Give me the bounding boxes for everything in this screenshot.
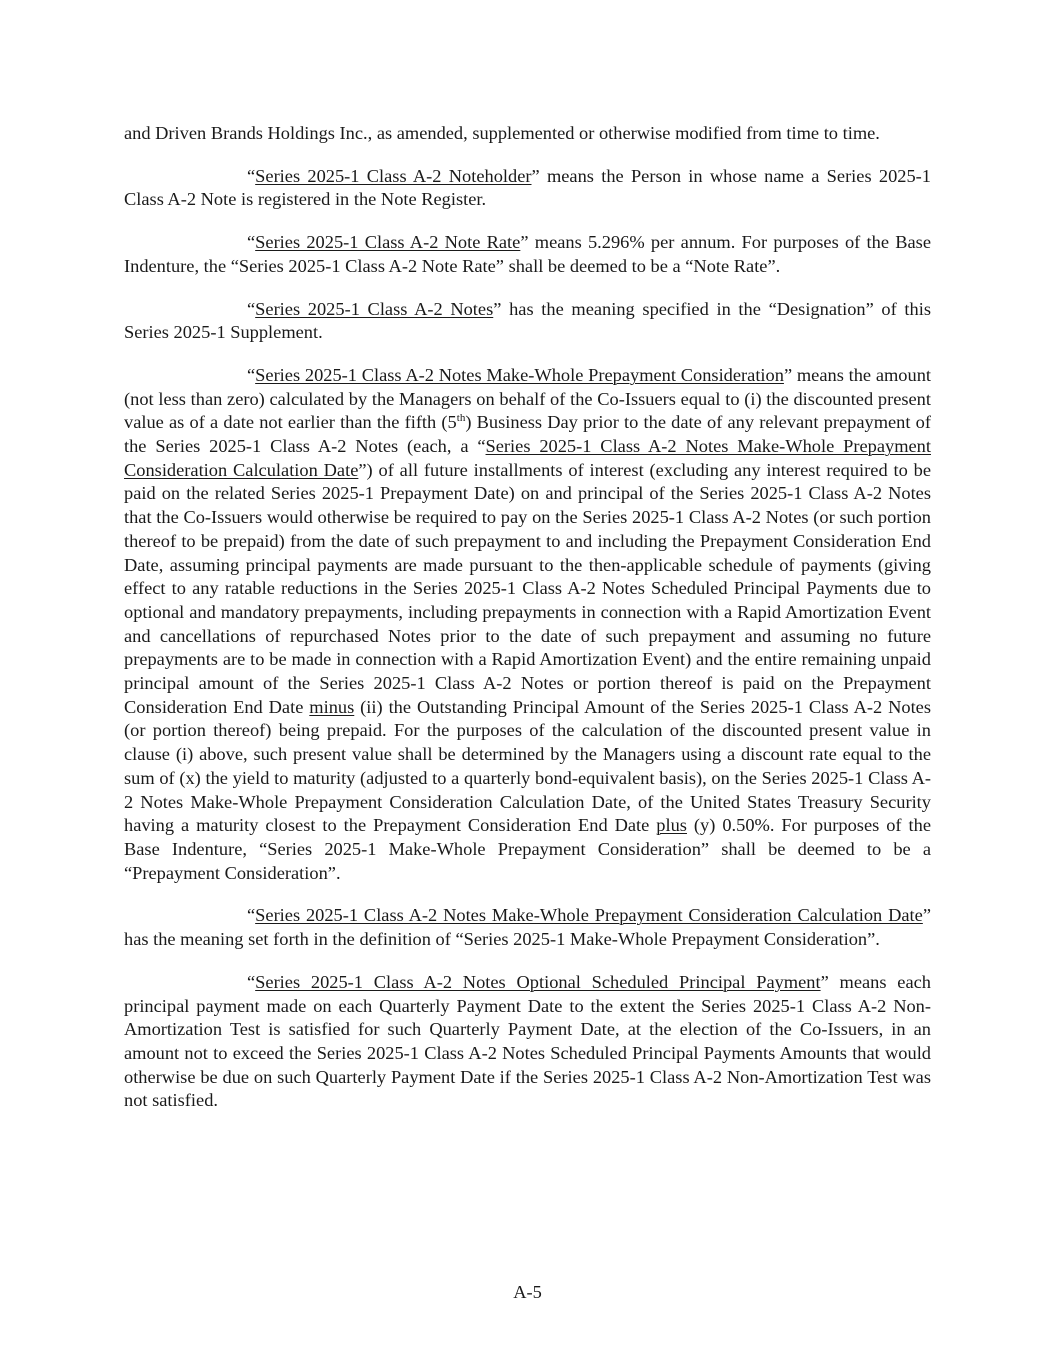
continuation-paragraph: and Driven Brands Holdings Inc., as amended, supplemented or otherwise modified from time to time. bbox=[124, 123, 880, 143]
definition-calculation-date: “Series 2025-1 Class A-2 Notes Make-Whole Prepayment Consideration Calculation Date” has the meaning set forth in the definition of “Series 2025-1 Make-Whole Prepayment Consideration”. bbox=[124, 905, 931, 950]
definition-body: ) Business Day prior to the date of any relevant prepayment of the Series 2025-1 Class A-2 Notes (each, a “ bbox=[124, 412, 931, 457]
definition-body: means the Person in whose name a Series 2025-1 Class A-2 Note is registered in the Note Register. bbox=[124, 165, 931, 210]
inner-defined-term: Series 2025-1 Class A-2 Notes Make-Whole Prepayment Consideration Calculation Date bbox=[124, 436, 931, 480]
definition-body: has the meaning set forth in the definition of “Series 2025-1 Make-Whole Prepayment Consideration”. bbox=[124, 929, 880, 950]
definition-noteholder: “Series 2025-1 Class A-2 Noteholder” means the Person in whose name a Series 2025-1 Class A-2 Note is registered in the Note Register. bbox=[124, 165, 931, 210]
definition-body: means each principal payment made on each Quarterly Payment Date to the extent the Series 2025-1 Class A-2 Non-Amortization Test is satisfied for such Quarterly Payment Date, at the election of the Co-Issuers, in an amount not to exceed the Series 2025-1 Class A-2 Notes Scheduled Principal Payments Amounts that would otherwise be due on such Quarterly Payment Date if the Series 2025-1 Class A-2 Non-Amortization Test was not satisfied. bbox=[124, 971, 931, 1111]
definition-body: ”) of all future installments of interest (excluding any interest required to be paid on the related Series 2025-1 Prepayment Date) on and principal of the Series 2025-1 Class A-2 Notes that the Co-Issuers would otherwise be required to pay on the Series 2025-1 Class A-2 Notes (or such portion thereof to be prepaid) from the date of such prepayment to and including the Prepayment Consideration End Date, assuming principal payments are made pursuant to the then-applicable schedule of payments (giving effect to any ratable reductions in the Series 2025-1 Class A-2 Notes Scheduled Principal Payments due to optional and mandatory prepayments, including prepayments in connection with a Rapid Amortization Event and cancellations of repurchased Notes prior to the date of such prepayment and assuming no future prepayments are to be made in connection with a Rapid Amortization Event) and the entire remaining unpaid principal amount of the Series 2025-1 Class A-2 Notes or portion thereof is paid on the Prepayment Consideration End Date bbox=[124, 459, 931, 717]
definition-optional-scheduled-payment: “Series 2025-1 Class A-2 Notes Optional Scheduled Principal Payment” means each principal payment made on each Quarterly Payment Date to the extent the Series 2025-1 Class A-2 Non-Amortization Test is satisfied for such Quarterly Payment Date, at the election of the Co-Issuers, in an amount not to exceed the Series 2025-1 Class A-2 Notes Scheduled Principal Payments Amounts that would otherwise be due on such Quarterly Payment Date if the Series 2025-1 Class A-2 Non-Amortization Test was not satisfied. bbox=[124, 971, 931, 1111]
definition-body: means 5.296% per annum. For purposes of the Base Indenture, the “Series 2025-1 Class A-2 Note Rate” shall be deemed to be a “Note Rate”. bbox=[124, 232, 931, 276]
ordinal-superscript: th bbox=[456, 412, 466, 425]
definition-make-whole-consideration: “Series 2025-1 Class A-2 Notes Make-Whole Prepayment Consideration” means the amount (not less than zero) calculated by the Managers on behalf of the Co-Issuers equal to (i) the discounted present value as of a date not earlier than the fifth (5th) Business Day prior to the date of any relevant prepayment of the Series 2025-1 Class A-2 Notes (each, a “Series 2025-1 Class A-2 Notes Make-Whole Prepayment Consideration Calculation Date”) of all future installments of interest (excluding any interest required to be paid on the related Series 2025-1 Prepayment Date) on and principal of the Series 2025-1 Class A-2 Notes that the Co-Issuers would otherwise be required to pay on the Series 2025-1 Class A-2 Notes (or such portion thereof to be prepaid) from the date of such prepayment to and including the Prepayment Consideration End Date, assuming principal payments are made pursuant to the then-applicable schedule of payments (giving effect to any ratable reductions in the Series 2025-1 Class A-2 Notes Scheduled Principal Payments due to optional and mandatory prepayments, including prepayments in connection with a Rapid Amortization Event and cancellations of repurchased Notes prior to the date of such prepayment and assuming no future prepayments are to be made in connection with a Rapid Amortization Event) and the entire remaining unpaid principal amount of the Series 2025-1 Class A-2 Notes or portion thereof is paid on the Prepayment Consideration End Date minus (ii) the Outstanding Principal Amount of the Series 2025-1 Class A-2 Notes (or portion thereof) being prepaid. For the purposes of the calculation of the discounted present value in clause (i) above, such present value shall be determined by the Managers using a discount rate equal to the sum of (x) the yield to maturity (adjusted to a quarterly bond-equivalent basis), on the Series 2025-1 Class A-2 Notes Make-Whole Prepayment Consideration Calculation Date, of the United States Treasury Security having a maturity closest to the Prepayment Consideration End Date plus (y) 0.50%. For purposes of the Base Indenture, “Series 2025-1 Make-Whole Prepayment Consideration” shall be deemed to be a “Prepayment Consideration”. bbox=[124, 364, 932, 883]
definition-body: means the amount (not less than zero) calculated by the Managers on behalf of the Co-Issuers equal to (i) the discounted present value as of a date not earlier than the fifth (5 bbox=[124, 364, 932, 433]
page-number: A-5 bbox=[513, 1282, 542, 1302]
minus-term: minus bbox=[309, 696, 355, 717]
document-page bbox=[124, 122, 931, 1132]
definition-body: (ii) the Outstanding Principal Amount of the Series 2025-1 Class A-2 Notes (or portion thereof) being prepaid. For the purposes of the calculation of the discounted present value in clause (i) above, such present value shall be determined by the Managers using a discount rate equal to the sum of (x) the yield to maturity (adjusted to a quarterly bond-equivalent basis), on the Series 2025-1 Class A-2 Notes Make-Whole Prepayment Consideration Calculation Date, of the United States Treasury Security having a maturity closest to the Prepayment Consideration End Date bbox=[124, 696, 932, 836]
defined-term: Series 2025-1 Class A-2 Note Rate bbox=[255, 232, 521, 253]
defined-term: Series 2025-1 Class A-2 Notes Make-Whole Prepayment Consideration Calculation Date bbox=[255, 905, 923, 926]
definition-note-rate: “Series 2025-1 Class A-2 Note Rate” means 5.296% per annum. For purposes of the Base Indenture, the “Series 2025-1 Class A-2 Note Rate” shall be deemed to be a “Note Rate”. bbox=[124, 232, 931, 276]
plus-term: plus bbox=[656, 815, 687, 836]
defined-term: Series 2025-1 Class A-2 Notes Make-Whole Prepayment Consideration bbox=[255, 364, 784, 385]
definition-body: (y) 0.50%. For purposes of the Base Indenture, “Series 2025-1 Make-Whole Prepayment Consideration” shall be deemed to be a “Prepayment Consideration”. bbox=[124, 815, 931, 883]
definition-body: has the meaning specified in the “Designation” of this Series 2025-1 Supplement. bbox=[124, 298, 931, 343]
defined-term: Series 2025-1 Class A-2 Notes Optional Scheduled Principal Payment bbox=[255, 971, 821, 992]
defined-term: Series 2025-1 Class A-2 Notes bbox=[255, 298, 494, 319]
definition-notes: “Series 2025-1 Class A-2 Notes” has the meaning specified in the “Designation” of this Series 2025-1 Supplement. bbox=[124, 298, 931, 343]
defined-term: Series 2025-1 Class A-2 Noteholder bbox=[255, 165, 532, 186]
